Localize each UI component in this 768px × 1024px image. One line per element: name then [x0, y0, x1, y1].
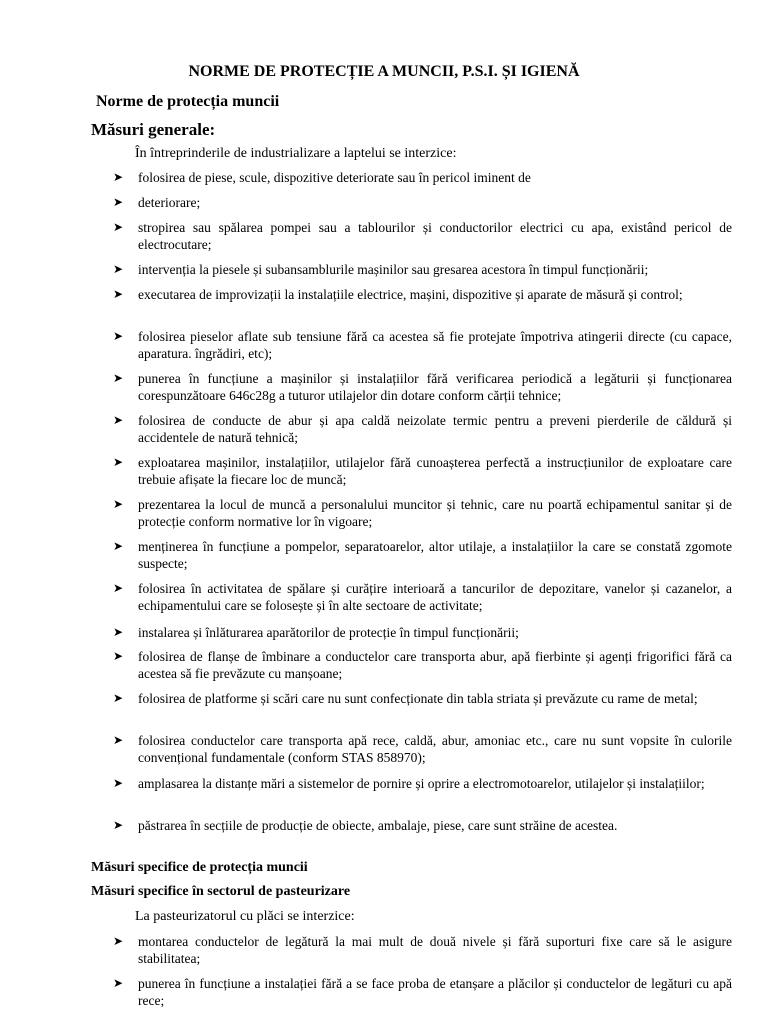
- list-item-text: instalarea și înlăturarea aparătorilor de protecție în timpul funcționării;: [138, 625, 519, 640]
- list-item-text: folosirea de conducte de abur și apa caldă neizolate termic pentru a preveni pierderile de căldură și accidentele de natură tehnică;: [138, 413, 732, 445]
- right-arrowhead-icon: ➤: [113, 581, 124, 595]
- list-item-text: punerea în funcțiune a instalației fără a se face proba de etanșare a plăcilor și conductelor de legături cu apă rece;: [138, 976, 732, 1008]
- right-arrowhead-icon: ➤: [113, 976, 124, 990]
- right-arrowhead-icon: ➤: [113, 455, 124, 469]
- right-arrowhead-icon: ➤: [113, 625, 124, 639]
- right-arrowhead-icon: ➤: [113, 691, 124, 705]
- subsection-heading: Măsuri generale:: [91, 120, 216, 139]
- list-item-text: stropirea sau spălarea pompei sau a tablourilor și conductorilor electrici cu apa, existând pericol de electrocutare;: [138, 220, 732, 252]
- right-arrowhead-icon: ➤: [113, 220, 124, 234]
- right-arrowhead-icon: ➤: [113, 818, 124, 832]
- right-arrowhead-icon: ➤: [113, 733, 124, 747]
- pasteurizing-intro: La pasteurizatorul cu plăci se interzice:: [135, 909, 355, 924]
- right-arrowhead-icon: ➤: [113, 649, 124, 663]
- right-arrowhead-icon: ➤: [113, 262, 124, 276]
- list-item-text: executarea de improvizații la instalațiile electrice, mașini, dispozitive și aparate de măsură și control;: [138, 287, 683, 302]
- right-arrowhead-icon: ➤: [113, 413, 124, 427]
- right-arrowhead-icon: ➤: [113, 497, 124, 511]
- right-arrowhead-icon: ➤: [113, 934, 124, 948]
- intro-text: În întreprinderile de industrializare a laptelui se interzice:: [135, 146, 457, 161]
- list-item-text: folosirea de piese, scule, dispozitive deteriorate sau în pericol iminent de: [138, 170, 531, 185]
- list-item-text: folosirea conductelor care transporta apă rece, caldă, abur, amoniac etc., care nu sunt vopsite în culorile convențional fundamentale (conform STAS 858970);: [138, 733, 732, 765]
- list-item-text: menținerea în funcțiune a pompelor, separatoarelor, altor utilaje, a instalațiilor la care se constată zgomote suspecte;: [138, 539, 732, 571]
- list-item-text: montarea conductelor de legătură la mai mult de două nivele și fără suporturi fixe care să le asigure stabilitatea;: [138, 934, 732, 966]
- list-item-text: păstrarea în secțiile de producție de obiecte, ambalaje, piese, care sunt străine de acestea.: [138, 818, 618, 833]
- right-arrowhead-icon: ➤: [113, 195, 124, 209]
- pasteurizing-heading: Măsuri specifice în sectorul de pasteurizare: [91, 884, 351, 899]
- specific-measures-heading: Măsuri specifice de protecția muncii: [91, 860, 308, 875]
- document-title: NORME DE PROTECȚIE A MUNCII, P.S.I. ȘI IGIENĂ: [188, 63, 580, 80]
- right-arrowhead-icon: ➤: [113, 776, 124, 790]
- list-item-text: folosirea de flanșe de îmbinare a conductelor care transporta abur, apă fierbinte și agenți frigorifici fără ca acestea să fie prevăzute cu manșoane;: [138, 649, 732, 681]
- section-heading: Norme de protecția muncii: [96, 93, 280, 110]
- right-arrowhead-icon: ➤: [113, 329, 124, 343]
- right-arrowhead-icon: ➤: [113, 287, 124, 301]
- list-item-text: folosirea de platforme și scări care nu sunt confecționate din tabla striata și prevăzute cu rame de metal;: [138, 691, 698, 706]
- right-arrowhead-icon: ➤: [113, 539, 124, 553]
- list-item-text: exploatarea mașinilor, instalațiilor, utilajelor fără cunoașterea perfectă a instrucțiunilor de exploatare care trebuie afișate la fiecare loc de muncă;: [138, 455, 732, 487]
- list-item-text: folosirea pieselor aflate sub tensiune fără ca acestea să fie protejate împotriva atingerii directe (cu capace, aparatura. îngrădiri, etc);: [138, 329, 732, 361]
- right-arrowhead-icon: ➤: [113, 170, 124, 184]
- list-item-text: folosirea în activitatea de spălare și curățire interioară a tancurilor de depozitare, vanelor și cazanelor, a echipamentului care se folosește și în alte sectoare de activitate;: [138, 581, 732, 613]
- list-item-text: amplasarea la distanțe mări a sistemelor de pornire și oprire a electromotoarelor, utilajelor și instalațiilor;: [138, 776, 705, 791]
- list-item-text: punerea în funcțiune a mașinilor și instalațiilor fără verificarea periodică a legăturii și funcționarea corespunzătoare 646c28g a tuturor utilajelor din dotare conform cărții tehnice;: [138, 371, 732, 403]
- list-item-text: intervenția la piesele și subansamblurile mașinilor sau gresarea acestora în timpul funcționării;: [138, 262, 649, 277]
- list-item-text: deteriorare;: [138, 195, 201, 210]
- list-item-text: prezentarea la locul de muncă a personalului muncitor și tehnic, care nu poartă echipamentul sanitar și de protecție conform normative lor în vigoare;: [138, 497, 732, 529]
- right-arrowhead-icon: ➤: [113, 371, 124, 385]
